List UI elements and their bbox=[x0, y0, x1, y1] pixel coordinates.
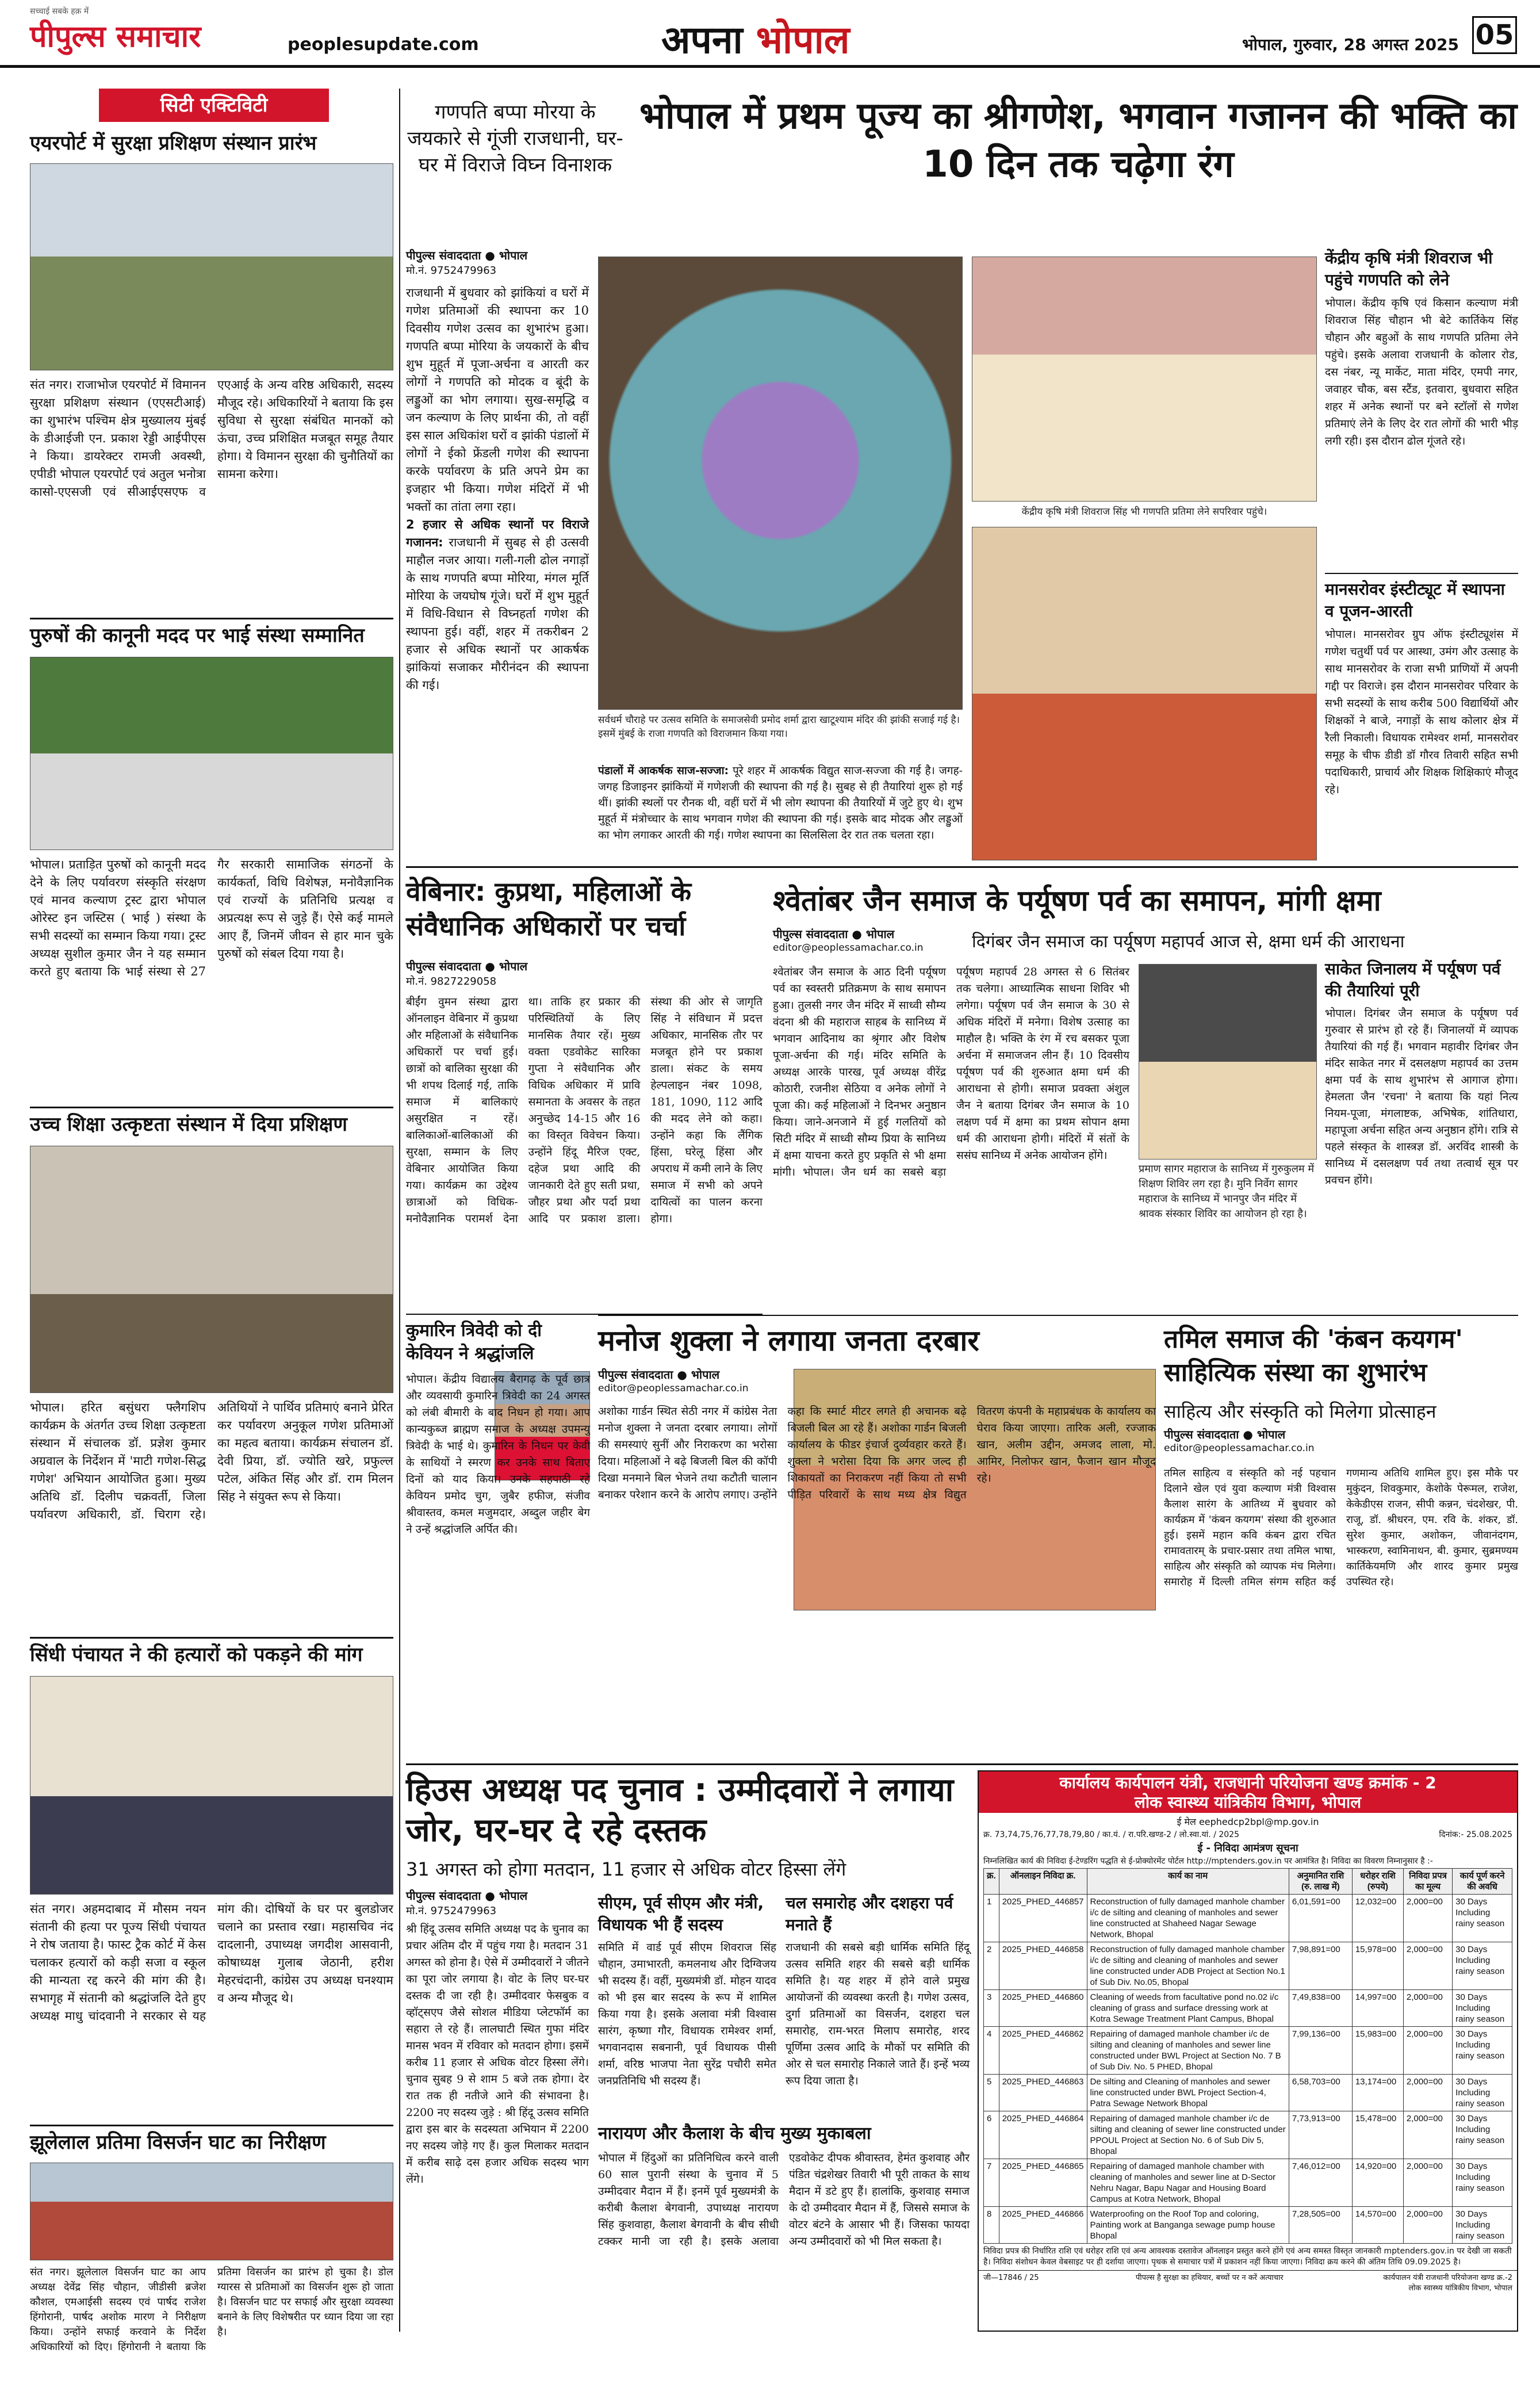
tamil-headline: तमिल समाज की 'कंबन कयगम' साहित्यिक संस्था का शुभारंभ bbox=[1164, 1325, 1463, 1387]
ganesh-subhead: 2 हजार से अधिक स्थानों पर विराजे गजानन: bbox=[406, 518, 589, 549]
story-1-body: संत नगर। राजाभोज एयरपोर्ट में विमानन सुरक्षा प्रशिक्षण संस्थान (एएसटीआई) का शुभारंभ पश्चिम क्षेत्र मुख्यालय मुंबई के डीआईजी एन. प्रकाश रेड्डी आईपीएस ने किया। डायरेक्टर रामजी अवस्थी, एपीडी भोपाल एयरपोर्ट एवं अतुल भनोत्रा कासो-एएसजी एवं सीआईएसएफ व एएआई के अन्य वरिष्ठ अधिकारी, सदस्य मौजूद रहे। अधिकारियों ने बताया कि इस सुविधा से सुरक्षा संबंधित मानकों को ऊंचा, उच्च प्रशिक्षित मजबूत समूह तैयार होगा। ये विमानन सुरक्षा की चुनौतियों का सामना करेगा। bbox=[30, 378, 393, 499]
tagline: सच्चाई सबके हक़ में bbox=[30, 7, 89, 16]
tender-col-header: कार्य का नाम bbox=[1087, 1869, 1289, 1895]
story-3-title: उच्च शिक्षा उत्कृष्टता संस्थान में दिया प्रशिक्षण bbox=[30, 1113, 348, 1136]
jain-side-title: साकेत जिनालय में पर्यूषण पर्व की तैयारियां पूरी bbox=[1325, 959, 1501, 1000]
ganesh-kicker: गणपति बप्पा मोरया के जयकारे से गूंजी राजधानी, घर-घर में विराजे विघ्न विनाशक bbox=[407, 101, 623, 177]
tender-date: दिनांक:- 25.08.2025 bbox=[1439, 1830, 1512, 1839]
tender-cell-id: 2025_PHED_446860 bbox=[999, 1990, 1087, 2027]
byline-mobile: मो.नं. 9752479963 bbox=[406, 1905, 497, 1917]
tamil-byline: पीपुल्स संवाददाता ● भोपाल editor@peoplessamachar.co.in bbox=[1164, 1426, 1354, 1454]
tender-cell-n: 6 bbox=[984, 2111, 999, 2159]
tender-cell-work: Repairing of damaged manhole chamber i/c de silting and cleaning of manholes and sewer line constructed under BWL Project at Section No. 7 B of Sub Div. No. 5 PHED, Bhopal bbox=[1087, 2027, 1289, 2075]
tender-col-header: क्र. bbox=[984, 1869, 999, 1895]
tender-cell-emd: 14,997=00 bbox=[1352, 1990, 1403, 2027]
section-tag: सिटी एक्टिविटी bbox=[99, 89, 329, 122]
tender-cell-id: 2025_PHED_446866 bbox=[999, 2207, 1087, 2244]
tender-cell-emd: 15,478=00 bbox=[1352, 2111, 1403, 2159]
jain-photo bbox=[1139, 964, 1317, 1160]
story-2-body: भोपाल। प्रताड़ित पुरुषों को कानूनी मदद देने के लिए पर्यावरण संस्कृति संरक्षण एवं मानव कल्याण ट्रस्ट द्वारा भोपाल ओरेस्ट इन जस्टिस ( भाई ) संस्था के सभी सदस्यों का सम्मान किया गया। ट्रस्ट अध्यक्ष सुशील कुमार जैन ने यह सम्मान करते हुए बताया कि भाई संस्था से 27 गैर सरकारी सामाजिक संगठनों के कार्यकर्ता, विधि विशेषज्ञ, मनोवैज्ञानिक एवं राज्यों के प्रतिनिधि प्रत्यक्ष व अप्रत्यक्ष रूप से जुड़े हैं। ऐसे कई मामले आए हैं, जिनमें जीवन से हार मान चुके पुरुषों को संबल दिया गया है। bbox=[30, 858, 393, 978]
tender-cell-n: 2 bbox=[984, 1942, 999, 1990]
story-5-body: संत नगर। झूलेलाल विसर्जन घाट का आप अध्यक्ष देवेंद्र सिंह चौहान, जीडीसी ब्रजेश कौशल, एमआईसी सदस्य एवं पार्षद राजेश हिंगोरानी, पार्षद अशोक मारण ने निरीक्षण किया। उन्होंने सफाई करवाने के निर्देश अधिकारियों को दिए। हिंगोरानी ने बताया कि प्रतिमा विसर्जन का प्रारंभ हो चुका है। डोल ग्यारस से प्रतिमाओं का विसर्जन शुरू हो जाता है। विसर्जन घाट पर सफाई और सुरक्षा व्यवस्था बनाने के लिए विशेषरीत पर ध्यान दिया जा रहा है। bbox=[30, 2266, 393, 2353]
story-5-photo bbox=[30, 2163, 393, 2260]
tender-cell-fee: 2,000=00 bbox=[1403, 2111, 1452, 2159]
tender-cell-id: 2025_PHED_446865 bbox=[999, 2159, 1087, 2207]
jain-headline: श्वेतांबर जैन समाज के पर्यूषण पर्व का समापन, मांगी क्षमा bbox=[773, 884, 1381, 917]
obit-body: भोपाल। केंद्रीय विद्यालय बैरागढ़ के पूर्व छात्र और व्यवसायी कुमारिन त्रिवेदी का 24 अगस्त को लंबी बीमारी के बाद निधन हो गया। आप कान्यकुब्ज ब्राह्मण समाज के अध्यक्ष उपमन्यु त्रिवेदी के भाई थे। कुमारिन के निधन पर केवी के साथियों ने स्मरण कर उनके साथ बिताए दिनों को याद किया। उनके सहपाठी रहे केवियन प्रमोद चुग, जुबैर हफीज, संजीव श्रीवास्तव, कमल मजुमदार, अब्दुल जहीर बेग ने उन्हें श्रद्धांजलि अर्पित की। bbox=[406, 1373, 590, 1536]
tender-cell-period: 30 Days Including rainy season bbox=[1453, 1942, 1512, 1990]
election-col3-title: चल समारोह और दशहरा पर्व मनाते हैं bbox=[786, 1893, 953, 1934]
tender-row bbox=[984, 1895, 1512, 1942]
ganesh-body2-text: राजधानी में सुबह से ही उत्सवी माहौल नजर आया। गली-गली ढोल नगाड़ों के साथ गणपति बप्पा मोरिया, मंगल मूर्ति मोरिया के जयघोष गूंजे। घरों में शुभ मुहूर्त में विधि-विधान से विघ्नहर्ता गणेश की स्थापना हुई। वहीं, शहर में तकरीबन 2 हजार से अधिक स्थानों पर आकर्षक झांकियां सजाकर मौरीनंदन की स्थापना की गई। bbox=[406, 535, 589, 692]
tender-notice bbox=[978, 1770, 1518, 2332]
election-body: श्री हिंदू उत्सव समिति अध्यक्ष पद के चुनाव का प्रचार अंतिम दौर में पहुंच गया है। मतदान 31 अगस्त को होना है। ऐसे में उम्मीदवारों ने जीतने का पूरा जोर लगाया है। वोट के लिए घर-घर दस्तक दी जा रही है। उम्मीदवार फेसबुक व व्हॉट्सएप जैसे सोशल मीडिया प्लेटफॉर्म का सहारा ले रहे हैं। लालघाटी स्थित गुफा मंदिर मानस भवन में रविवार को मतदान होगा। इसमें करीब 11 हजार से अधिक वोटर हिस्सा लेंगे। चुनाव सुबह 9 से शाम 5 बजे तक होगा। देर रात तक ही नतीजे आने की संभावना है। 2200 नए सदस्य जुड़े : श्री हिंदू उत्सव समिति द्वारा इस बार के सदस्यता अभियान में 2200 नए सदस्य जोड़े गए हैं। कुल मिलाकर मतदान में करीब साढ़े दस हजार अधिक सदस्य भाग लेंगे। bbox=[406, 1923, 589, 2186]
ganesh-main-photo bbox=[598, 257, 963, 710]
tender-footer-sign: कार्यपालन यंत्री राजधानी परियोजना खण्ड क्र.-2 लोक स्वास्थ्य यांत्रिकीय विभाग, भोपाल bbox=[1383, 2274, 1512, 2293]
tender-footer-slogan: पीपल्स है सुरक्षा का हथियार, बच्चों पर न करें अत्याचार bbox=[1135, 2274, 1284, 2282]
tender-cell-period: 30 Days Including rainy season bbox=[1453, 2075, 1512, 2111]
byline-location: भोपाल bbox=[1256, 1428, 1286, 1441]
tender-col-header: निविदा प्रपत्र का मूल्य bbox=[1403, 1869, 1452, 1895]
story-4-title: सिंधी पंचायत ने की हत्यारों को पकड़ने की मांग bbox=[30, 1643, 363, 1666]
tender-cell-n: 5 bbox=[984, 2075, 999, 2111]
tender-cell-fee: 2,000=00 bbox=[1403, 1942, 1452, 1990]
story-3-body: भोपाल। हरित बसुंधरा फ्लैगशिप कार्यक्रम के अंतर्गत उच्च शिक्षा उत्कृष्टता संस्थान में संचालक डॉ. प्रज्ञेश कुमार अग्रवाल के निर्देशन में 'माटी गणेश-सिद्ध गणेश' अभियान आयोजित हुआ। मुख्य अतिथि डॉ. दिलीप चक्रवर्ती, जिला पर्यावरण अधिकारी, डॉ. चिराग रहे। अतिथियों ने पार्थिव प्रतिमाएं बनाने प्रेरित कर पर्यावरण अनुकूल गणेश प्रतिमाओं का महत्व बताया। कार्यक्रम संचालन डॉ. देवी प्रिया, डॉ. ज्योति खरे, प्रफुल्ल पटेल, अंकित सिंह और डॉ. राम मिलन सिंह ने संयुक्त रूप से किया। bbox=[30, 1401, 393, 1521]
tender-title: कार्यालय कार्यपालन यंत्री, राजधानी परियोजना खण्ड क्रमांक - 2 bbox=[1059, 1773, 1436, 1792]
byline-mobile: मो.नं. 9827229058 bbox=[406, 975, 497, 988]
tender-cell-fee: 2,000=00 bbox=[1403, 1895, 1452, 1942]
section-title bbox=[661, 13, 849, 64]
byline-email: editor@peoplessamachar.co.in bbox=[1164, 1442, 1315, 1454]
tender-col-header: ऑनलाइन निविदा क्र. bbox=[999, 1869, 1087, 1895]
byline-reporter: पीपुल्स संवाददाता bbox=[406, 959, 481, 973]
tender-ref-row bbox=[979, 1828, 1517, 1841]
tender-cell-emd: 15,983=00 bbox=[1352, 2027, 1403, 2075]
tender-cell-n: 7 bbox=[984, 2159, 999, 2207]
tender-cell-fee: 2,000=00 bbox=[1403, 2159, 1452, 2207]
story-5-title: झूलेलाल प्रतिमा विसर्जन घाट का निरीक्षण bbox=[30, 2131, 326, 2154]
byline-reporter: पीपुल्स संवाददाता bbox=[1164, 1428, 1239, 1441]
tamil-body: तमिल साहित्य व संस्कृति को नई पहचान दिलाने खेल एवं युवा कल्याण मंत्री विश्वास कैलाश सारंग के आतिथ्य में बुधवार को कार्यक्रम में 'कंबन कयगम' संस्था की शुरुआत हुई। इसमें महान कवि कंबन द्वारा रचित रामावतारम् के प्रचार-प्रसार तथा तमिल भाषा, साहित्य और संस्कृति को व्यापक मंच मिलेगा। समारोह में दिल्ली तमिल संगम सहित कई गणमान्य अतिथि शामिल हुए। इस मौके पर मुकुंदन, शिवकुमार, केशोके पेरूमल, राजेश, केकेडीएस राजन, सीपी कन्नन, चंदशेखर, पी. राजू, डॉ. श्रीधरन, एम. रवि के. शंकर, डॉ. सुरेश कुमार, अशोकन, जीवानंदगम, भास्करण, स्वामिनाथन, बी. कुमार, सुब्रमण्यम कार्तिकेयमणि और शारद कुमार प्रमुख उपस्थित रहे। bbox=[1164, 1467, 1518, 1588]
tender-col-header: धरोहर राशि (रुपये) bbox=[1352, 1869, 1403, 1895]
tender-cell-work: Reconstruction of fully damaged manhole chamber i/c de silting and cleaning of manholes and sewer line constructed under ADB Project at Section No.1 of Sub Div. No.05, Bhopal bbox=[1087, 1942, 1289, 1990]
left-column bbox=[30, 89, 393, 2353]
tender-cell-period: 30 Days Including rainy season bbox=[1453, 2207, 1512, 2244]
byline-reporter: पीपुल्स संवाददाता bbox=[406, 248, 481, 262]
tender-table bbox=[983, 1868, 1512, 2244]
story-4-photo bbox=[30, 1676, 393, 1895]
tender-row bbox=[984, 2159, 1512, 2207]
minister-body: भोपाल। केंद्रीय कृषि एवं किसान कल्याण मंत्री शिवराज सिंह चौहान भी बेटे कार्तिकेय सिंह चौहान और बहुओं के साथ गणपति प्रतिमा लेने पहुंचे। इसके अलावा राजधानी के कोलार रोड, दस नंबर, न्यू मार्केट, माता मंदिर, एमपी नगर, जवाहर चौक, बस स्टैंड, इतवारा, बुधवारा सहित शहर में अनेक स्थानों पर बने स्टॉलों से गणेश प्रतिमाएं लेने के लिए देर रात लोगों की भारी भीड़ लगी रही। इस दौरान ढोल गूंजते रहे। bbox=[1325, 297, 1518, 447]
minister-photo bbox=[972, 257, 1317, 502]
ganesh-body bbox=[406, 284, 589, 848]
logo: पीपुल्स समाचार bbox=[30, 20, 201, 54]
tender-cell-work: Repairing of damaged manhole chamber with cleaning of manholes and sewer line at D-Sector Nehru Nagar, Bapu Nagar and Housing Board Campus at Kotra Network, Bhopal bbox=[1087, 2159, 1289, 2207]
byline-location: भोपाल bbox=[691, 1368, 720, 1382]
jain-body: श्वेतांबर जैन समाज के आठ दिनी पर्यूषण पर्व का स्वस्तरी प्रतिक्रमण के साथ समापन हुआ। तुलसी नगर जैन मंदिर में साध्वी सौम्य वंदना श्री की महाराज साहब के सानिध्य में भगवान आदिनाथ का श्रृंगार और विशेष पूजा-अर्चना की गई। मंदिर समिति के अध्यक्ष आरके पारख, पूर्व अध्यक्ष वीरेंद्र कोठारी, रजनीश सेठिया व अनेक लोगों ने पूजा की। कई महिलाओं ने दिनभर अनुष्ठान किया। जाने-अनजाने में हुई गलतियों को सिटी मंदिर में साध्वी सौम्य प्रिया के सानिध्य में क्षमा याचना करते हुए प्रकृति से भी क्षमा मांगी। भोपाल। जैन धर्म का सबसे बड़ा पर्यूषण महापर्व 28 अगस्त से 6 सितंबर तक चलेगा। आध्यात्मिक साधना शिविर भी लगेगा। पर्यूषण पर्व जैन समाज के 30 से अधिक मंदिरों में मनेगा। विशेष उत्साह का माहौल है। भक्ति के रंग में रच बसकर पूजा अर्चना में समाजजन लीन हैं। 10 दिवसीय पर्यूषण पर्व की शुरुआत क्षमा धर्म की आराधना से होगी। समाज प्रवक्ता अंशुल जैन ने बताया दिगंबर जैन समाज के 10 लक्षण पर्व में क्षमा का प्रथम सोपान क्षमा धर्म की आराधना होगी। मंदिरों में संतों के ससंघ सानिध्य में अनेक आयोजन होंगे। bbox=[773, 966, 1129, 1178]
election-col3-body: राजधानी की सबसे बड़ी धार्मिक समिति हिंदू उत्सव समिति शहर की सबसे बड़ी धार्मिक समिति है। यह शहर में होने वाले प्रमुख आयोजनों की व्यवस्था करती है। गणेश उत्सव, दुर्गा प्रतिमाओं का विसर्जन, दशहरा चल समारोह, राम-भरत मिलाप समारोह, शरद पूर्णिमा उत्सव आदि के मौकों पर समिति की ओर से चल समारोह निकाले जाते हैं। इन्हें भव्य रूप दिया जाता है। bbox=[786, 1941, 970, 2087]
obit-title: कुमारिन त्रिवेदी को दी केवियन ने श्रद्धांजलि bbox=[406, 1321, 542, 1364]
tender-cell-work: Reconstruction of fully damaged manhole chamber i/c de silting and cleaning of manholes and sewer line constructed at Shaheed Nagar Sewage Network, Bhopal bbox=[1087, 1895, 1289, 1942]
tamil-subhead: साहित्य और संस्कृति को मिलेगा प्रोत्साहन bbox=[1164, 1401, 1436, 1422]
tender-cell-period: 30 Days Including rainy season bbox=[1453, 2027, 1512, 2075]
pandal-body: पूरे शहर में आकर्षक विद्युत साज-सज्जा की गई है। जगह-जगह डिजाइनर झांकियों में गणेशजी की स्थापना की गई है। सुबह से ही तैयारियां शुरू हो गई थीं। झांकी स्थलों पर रौनक थी, वहीं घरों में भी लोग स्थापना की तैयारियों में जुटे हुए थे। शुभ मुहूर्त में मंत्रोच्चार के साथ भगवान गणेश की स्थापना की गई। इसके बाद मोदक और लड्डुओं का भोग लगाकर आरती की गई। गणेश स्थापना का सिलसिला देर रात तक चलता रहा। bbox=[598, 764, 963, 841]
ganesh-headline: भोपाल में प्रथम पूज्य का श्रीगणेश, भगवान गजानन की भक्ति का 10 दिन तक चढ़ेगा रंग bbox=[639, 95, 1518, 186]
tender-cell-cost: 7,28,505=00 bbox=[1289, 2207, 1352, 2244]
tender-cell-cost: 7,73,913=00 bbox=[1289, 2111, 1352, 2159]
tender-subtitle: लोक स्वास्थ्य यांत्रिकीय विभाग, भोपाल bbox=[1134, 1793, 1362, 1812]
institute-photo bbox=[972, 527, 1317, 860]
tender-cell-cost: 7,49,838=00 bbox=[1289, 1990, 1352, 2027]
jain-caption: प्रमाण सागर महाराज के सानिध्य में गुरुकुलम में शिक्षण शिविर लग रहा है। मुनि निर्वेग सागर महाराज के सानिध्य में भानपुर जैन मंदिर में श्रावक संस्कार शिविर का आयोजन हो रहा है। bbox=[1139, 1163, 1315, 1220]
webinar-byline: पीपुल्स संवाददाता ● भोपाल मो.नं. 9827229058 bbox=[406, 958, 590, 988]
election-sub-body: भोपाल में हिंदुओं का प्रतिनिधित्व करने वाली 60 साल पुरानी संस्था के चुनाव में 5 उम्मीदवार मैदान में हैं। इनमें पूर्व मुख्यमंत्री के करीबी कैलाश बेगवानी, उपाध्यक्ष नारायण सिंह कुशवाहा, कैलाश बेगवानी के बीच सीधी टक्कर मानी जा रही है। इसके अलावा एडवोकेट दीपक श्रीवास्तव, हेमंत कुशवाह और पंडित चंद्रशेखर तिवारी भी पूरी ताकत के साथ मैदान में डटे हुए हैं। हालांकि, कुशवाह समाज के दो उम्मीदवार मैदान में हैं, जिससे समाज के वोटर बंटने के आसार भी हैं। जिसका फायदा अन्य उम्मीदवारों को भी मिल सकता है। bbox=[598, 2152, 970, 2248]
tender-row bbox=[984, 2027, 1512, 2075]
byline-location: भोपाल bbox=[499, 248, 528, 262]
byline-location: भोपाल bbox=[865, 927, 895, 941]
tender-cell-work: Cleaning of weeds from facultative pond no.02 i/c cleaning of grass and surface dressing work at Kotra Sewage Treatment Plant Campus, Bhopal bbox=[1087, 1990, 1289, 2027]
section-a: अपना bbox=[661, 18, 743, 62]
tender-cell-work: De silting and Cleaning of manholes and sewer line constructed under BWL Project Section-4, Patra Sewage Network Bhopal bbox=[1087, 2075, 1289, 2111]
byline-reporter: पीपुल्स संवाददाता bbox=[773, 927, 848, 941]
election-sub-title: नारायण और कैलाश के बीच मुख्य मुकाबला bbox=[598, 2123, 871, 2144]
election-headline: हिउस अध्यक्ष पद चुनाव : उम्मीदवारों ने लगाया जोर, घर-घर दे रहे दस्तक bbox=[406, 1771, 954, 1849]
site-url[interactable]: peoplesupdate.com bbox=[288, 35, 479, 55]
tender-cell-fee: 2,000=00 bbox=[1403, 2075, 1452, 2111]
ganesh-photo-caption: सर्वधर्म चौराहे पर उत्सव समिति के समाजसेवी प्रमोद शर्मा द्वारा खाटूश्याम मंदिर की झांकी सजाई गई है। इसमें मुंबई के राजा गणपति को विराजमान किया गया। bbox=[598, 714, 960, 740]
tender-email: ई मेल eephedcp2bpl@mp.gov.in bbox=[1177, 1816, 1319, 1827]
tender-ref: क्र. 73,74,75,76,77,78,79,80 / का.यं. / रा.परि.खण्ड-2 / लो.स्वा.यां. / 2025 bbox=[983, 1830, 1239, 1839]
byline-location: भोपाल bbox=[499, 1889, 528, 1903]
ganesh-byline: पीपुल्स संवाददाता ● भोपाल मो.नं. 9752479963 bbox=[406, 247, 579, 277]
ganesh-body-text: राजधानी में बुधवार को झांकियां व घरों में गणेश प्रतिमाओं की स्थापना कर 10 दिवसीय गणेश उत्सव का शुभारंभ हुआ। गणपति बप्पा मोरिया के जयकारों के बीच शुभ मुहूर्त में पूजा-अर्चना व आरती कर लोगों ने गणपति को मोदक व बूंदी के लड्डुओं का भोग लगाया। सुख-समृद्धि व जन कल्याण के लिए प्रार्थना की, तो वहीं इस साल अधिकांश घरों व झांकी पंडालों में लोगों ने ईको फ्रेंडली गणेश की स्थापना करके पर्यावरण के प्रति अपने प्रेम का इजहार भी किया। गणेश मंदिरों में भी भक्तों का तांता लगा रहा। bbox=[406, 286, 589, 514]
tender-cell-fee: 2,000=00 bbox=[1403, 2027, 1452, 2075]
election-subhead: 31 अगस्त को होगा मतदान, 11 हजार से अधिक वोटर हिस्सा लेंगे bbox=[406, 1858, 846, 1880]
tender-title-bar bbox=[979, 1771, 1517, 1813]
tender-cell-fee: 2,000=00 bbox=[1403, 2207, 1452, 2244]
tender-cell-n: 8 bbox=[984, 2207, 999, 2244]
election-byline: पीपुल्स संवाददाता ● भोपाल मो.नं. 9752479963 bbox=[406, 1888, 596, 1918]
tender-cell-emd: 12,032=00 bbox=[1352, 1895, 1403, 1942]
tender-cell-emd: 13,174=00 bbox=[1352, 2075, 1403, 2111]
story-2-title: पुरुषों की कानूनी मदद पर भाई संस्था सम्मानित bbox=[30, 624, 365, 647]
tender-cell-fee: 2,000=00 bbox=[1403, 1990, 1452, 2027]
tender-cell-cost: 7,98,891=00 bbox=[1289, 1942, 1352, 1990]
byline-reporter: पीपुल्स संवाददाता bbox=[598, 1368, 673, 1382]
dateline: भोपाल, गुरुवार, 28 अगस्त 2025 bbox=[1242, 35, 1459, 54]
tender-cell-period: 30 Days Including rainy season bbox=[1453, 2159, 1512, 2207]
tender-intro: निम्नलिखित कार्य की निविदा ई-टेण्डरिंग पद्धति से ई-प्रोक्योरमेंट पोर्टल http://mptenders.gov.in पर आमंत्रित है। निविदा का विवरण निम्नानुसार है :- bbox=[983, 1857, 1433, 1866]
election-col2-title: सीएम, पूर्व सीएम और मंत्री, विधायक भी हैं सदस्य bbox=[598, 1893, 764, 1934]
tender-notes: निविदा प्रपत्र की निर्धारित राशि एवं धरोहर राशि एवं अन्य आवश्यक दस्तावेज ऑनलाइन प्रस्तुत करने होंगे एवं अन्य समस्त विस्तृत जानकारी mptenders.gov.in पर देखी जा सकती है। निविदा संशोधन केवल वेबसाइट पर ही दर्शाया जाएगा। पृथक से समाचार पत्रों में प्रकाशन नहीं किया जाएगा। निविदा क्रय करने की अंतिम तिथि 09.09.2025 है। bbox=[983, 2247, 1512, 2267]
manoj-byline: पीपुल्स संवाददाता ● भोपाल editor@peoplessamachar.co.in bbox=[598, 1367, 788, 1394]
tender-cell-id: 2025_PHED_446864 bbox=[999, 2111, 1087, 2159]
manoj-headline: मनोज शुक्ला ने लगाया जनता दरबार bbox=[598, 1324, 979, 1357]
masthead bbox=[0, 0, 1540, 68]
section-b: भोपाल bbox=[756, 18, 850, 62]
tender-cell-n: 3 bbox=[984, 1990, 999, 2027]
tender-row bbox=[984, 1990, 1512, 2027]
tender-footer bbox=[979, 2270, 1517, 2294]
tender-cell-id: 2025_PHED_446863 bbox=[999, 2075, 1087, 2111]
minister-title: केंद्रीय कृषि मंत्री शिवराज भी पहुंचे गणपति को लेने bbox=[1325, 248, 1493, 289]
tender-row bbox=[984, 1942, 1512, 1990]
tender-cell-emd: 14,570=00 bbox=[1352, 2207, 1403, 2244]
tender-cell-period: 30 Days Including rainy season bbox=[1453, 1990, 1512, 2027]
byline-email: editor@peoplessamachar.co.in bbox=[598, 1383, 749, 1394]
tender-cell-period: 30 Days Including rainy season bbox=[1453, 2111, 1512, 2159]
tender-cell-emd: 14,920=00 bbox=[1352, 2159, 1403, 2207]
jain-side-body: भोपाल। दिगंबर जैन समाज के पर्यूषण पर्व गुरुवार से प्रारंभ हो रहे हैं। जिनालयों में व्यापक तैयारियां की गई हैं। भगवान महावीर दिगंबर जैन मंदिर साकेत नगर में दसलक्षण महापर्व का उत्तम क्षमा पर्व के साथ शुभारंभ से आगाज होगा। हेमलता जैन 'रचना' ने बताया कि यहां नित्य नियम-पूजा, मंगलाष्टक, अभिषेक, शांतिधारा, महापूजा अर्चना सहित अन्य अनुष्ठान होंगे। रात्रि से पहले संस्कृत के शास्त्रज्ञ डॉ. अरविंद शास्त्री के सानिध्य में दसलक्षण पर्व तथा तत्वार्थ सूत्र पर प्रवचन होंगे। bbox=[1325, 1007, 1518, 1187]
ganesh-pandal bbox=[598, 763, 963, 860]
tender-cell-cost: 7,46,012=00 bbox=[1289, 2159, 1352, 2207]
tender-cell-id: 2025_PHED_446857 bbox=[999, 1895, 1087, 1942]
webinar-body: बीईंग वुमन संस्था द्वारा ऑनलाइन वेबिनार में कुप्रथा और महिलाओं के संवैधानिक अधिकारों पर चर्चा हुई। छात्रों को बालिका सुरक्षा की भी शपथ दिलाई गई, ताकि समाज में बालिकाएं असुरक्षित न रहें। बालिकाओं-बालिकाओं की सुरक्षा, सम्मान के लिए वेबिनार आयोजित किया गया। कार्यक्रम का उद्देश्य छात्राओं को विधिक-मनोवैज्ञानिक परामर्श देना था। ताकि हर प्रकार की परिस्थितियों के लिए मानसिक तैयार रहें। मुख्य वक्ता एडवोकेट सारिका गुप्ता ने संवैधानिक और विधिक अधिकार में प्रावि समानता के अवसर के तहत अनुच्छेद 14-15 और 16 का विस्तृत विवेचन किया। उन्होंने हिंदू मैरिज एक्ट, दहेज प्रथा आदि की जानकारी देते हुए सती प्रथा, जौहर प्रथा और पर्दा प्रथा आदि पर प्रकाश डाला। संस्था की ओर से जागृति सिंह ने संविधान में प्रदत्त अधिकार, मानसिक तौर पर मजबूत होने पर प्रकाश डाला। संकट के समय हेल्पलाइन नंबर 1098, 181, 1090, 112 आदि की मदद लेने को कहा। उन्होंने कहा कि लैंगिक हिंसा, घरेलू हिंसा और अपराध में कमी लाने के लिए समाज में सभी को अपने दायित्वों का पालन करना होगा। bbox=[406, 996, 763, 1225]
story-1-photo bbox=[30, 163, 393, 370]
tender-footer-code: जी—17846 / 25 bbox=[983, 2274, 1039, 2282]
tender-cell-emd: 15,978=00 bbox=[1352, 1942, 1403, 1990]
story-4-body: संत नगर। अहमदाबाद में मौसम नयन संतानी की हत्या पर पूज्य सिंधी पंचायत ने रोष जताया है। फास्ट ट्रैक कोर्ट में केस चलाकर हत्यारों को कड़ी सजा व स्कूल की मान्यता रद्द करने की मांग की है। सभागृह में संतानी को श्रद्धांजलि देते हुए अध्यक्ष माधु चांदवानी ने सरकार से यह मांग की। दोषियों के घर पर बुलडोजर चलाने का प्रस्ताव रखा। महासचिव नंद दादलानी, उपाध्यक्ष जगदीश आसवानी, कोषाध्यक्ष गुलाब जेठानी, हरीश मेहरचंदानी, कांग्रेस उप अध्यक्ष घनश्याम व अन्य मौजूद थे। bbox=[30, 1902, 393, 2023]
tender-cell-cost: 7,99,136=00 bbox=[1289, 2027, 1352, 2075]
institute-title: मानसरोवर इंस्टीट्यूट में स्थापना व पूजन-आरती bbox=[1325, 580, 1505, 621]
tender-row bbox=[984, 2075, 1512, 2111]
tender-row bbox=[984, 2111, 1512, 2159]
byline-email: editor@peoplessamachar.co.in bbox=[773, 942, 924, 954]
election-col2-body: समिति में वार्ड पूर्व सीएम शिवराज सिंह चौहान, उमाभारती, कमलनाथ और दिग्विजय भी सदस्य हैं। वहीं, मुख्यमंत्री डॉ. मोहन यादव को भी इस बार सदस्य के रूप में शामिल किया गया है। इसके अलावा मंत्री विश्वास सारंग, कृष्णा गौर, विधायक रामेश्वर शर्मा, भगवानदास सबनानी, पूर्व विधायक पीसी शर्मा, वरिष्ठ भाजपा नेता सुरेंद्र पचौरी समेत जनप्रतिनिधि भी सदस्य हैं। bbox=[598, 1941, 776, 2087]
tender-cell-period: 30 Days Including rainy season bbox=[1453, 1895, 1512, 1942]
tender-cell-id: 2025_PHED_446862 bbox=[999, 2027, 1087, 2075]
story-3-photo bbox=[30, 1146, 393, 1393]
webinar-headline: वेबिनार: कुप्रथा, महिलाओं के संवैधानिक अधिकारों पर चर्चा bbox=[406, 876, 692, 942]
tender-cell-work: Waterproofing on the Roof Top and coloring, Painting work at Banganga sewage pump house Bhopal bbox=[1087, 2207, 1289, 2244]
tender-col-header: कार्य पूर्ण करने की अवधि bbox=[1453, 1869, 1512, 1895]
tender-cell-n: 1 bbox=[984, 1895, 999, 1942]
institute-body: भोपाल। मानसरोवर ग्रुप ऑफ इंस्टीट्यूशंस में गणेश चतुर्थी पर्व पर आस्था, उमंग और उत्साह के साथ मानसरोवर के राजा सभी प्राणियों में अपनी गद्दी पर विराजे। इस दौरान मानसरोवर परिवार के सभी सदस्यों के साथ करीब 500 विद्यार्थियों और शिक्षकों ने बाजे, नगाड़ों के साथ कोलार क्षेत्र में रैली निकाली। विधायक रामेश्वर शर्मा, मानसरोवर समूह के चीफ डीडी डॉ गौरव तिवारी सहित सभी पदाधिकारी, प्राचार्य और शिक्षक शिक्षिकाएं मौजूद रहे। bbox=[1325, 628, 1518, 796]
tender-cell-cost: 6,58,703=00 bbox=[1289, 2075, 1352, 2111]
minister-caption: केंद्रीय कृषि मंत्री शिवराज सिंह भी गणपति प्रतिमा लेने सपरिवार पहुंचे। bbox=[1021, 506, 1267, 518]
story-1-title: एयरपोर्ट में सुरक्षा प्रशिक्षण संस्थान प्रारंभ bbox=[30, 132, 317, 155]
byline-mobile: मो.नं. 9752479963 bbox=[406, 265, 497, 277]
pandal-title: पंडालों में आकर्षक साज-सज्जा: bbox=[598, 764, 729, 777]
jain-subhead: दिगंबर जैन समाज का पर्यूषण महापर्व आज से, क्षमा धर्म की आराधना bbox=[972, 932, 1405, 952]
tender-cell-n: 4 bbox=[984, 2027, 999, 2075]
tender-col-header: अनुमानित राशि (रु. लाख में) bbox=[1289, 1869, 1352, 1895]
jain-byline: पीपुल्स संवाददाता ● भोपाल editor@peoplessamachar.co.in bbox=[773, 926, 963, 954]
tender-cell-work: Repairing of damaged manhole chamber i/c de silting and cleaning of sewer line constructed under PPOUL Project at Section No. 6 of Sub Div 5, Bhopal bbox=[1087, 2111, 1289, 2159]
tender-cell-id: 2025_PHED_446858 bbox=[999, 1942, 1087, 1990]
tender-cell-cost: 6,01,591=00 bbox=[1289, 1895, 1352, 1942]
story-2-photo bbox=[30, 657, 393, 850]
tender-notice-title: ई - निविदा आमंत्रण सूचना bbox=[1197, 1842, 1298, 1854]
page-number: 05 bbox=[1472, 16, 1517, 54]
manoj-body: अशोका गार्डन स्थित सेठी नगर में कांग्रेस नेता मनोज शुक्ला ने जनता दरबार लगाया। लोगों की समस्याएं सुनीं और निराकरण का भरोसा दिया। महिलाओं ने बढ़े बिजली बिल की कॉपी दिखा मनमाने बिल भेजने तथा कटौती चालान बनाकर परेशान करने के आरोप लगाए। उन्होंने कहा कि स्मार्ट मीटर लगते ही अचानक बढ़े बिजली बिल आ रहे हैं। अशोका गार्डन बिजली कार्यालय के फीडर इंचार्ज दुर्व्यवहार करते हैं। शुक्ला ने भरोसा दिया कि अगर जल्द ही शिकायतों का निराकरण नहीं किया तो सभी पीड़ित परिवारों के साथ मध्य क्षेत्र विद्युत वितरण कंपनी के महाप्रबंधक के कार्यालय का घेराव किया जाएगा। तारिक अली, रज्जाक खान, अलीम उद्दीन, अमजद लाला, मो. आमिर, निलोफर खान, फैजान खान मौजूद रहे। bbox=[598, 1405, 1156, 1501]
byline-reporter: पीपुल्स संवाददाता bbox=[406, 1889, 481, 1903]
tender-row bbox=[984, 2207, 1512, 2244]
byline-location: भोपाल bbox=[499, 959, 528, 973]
